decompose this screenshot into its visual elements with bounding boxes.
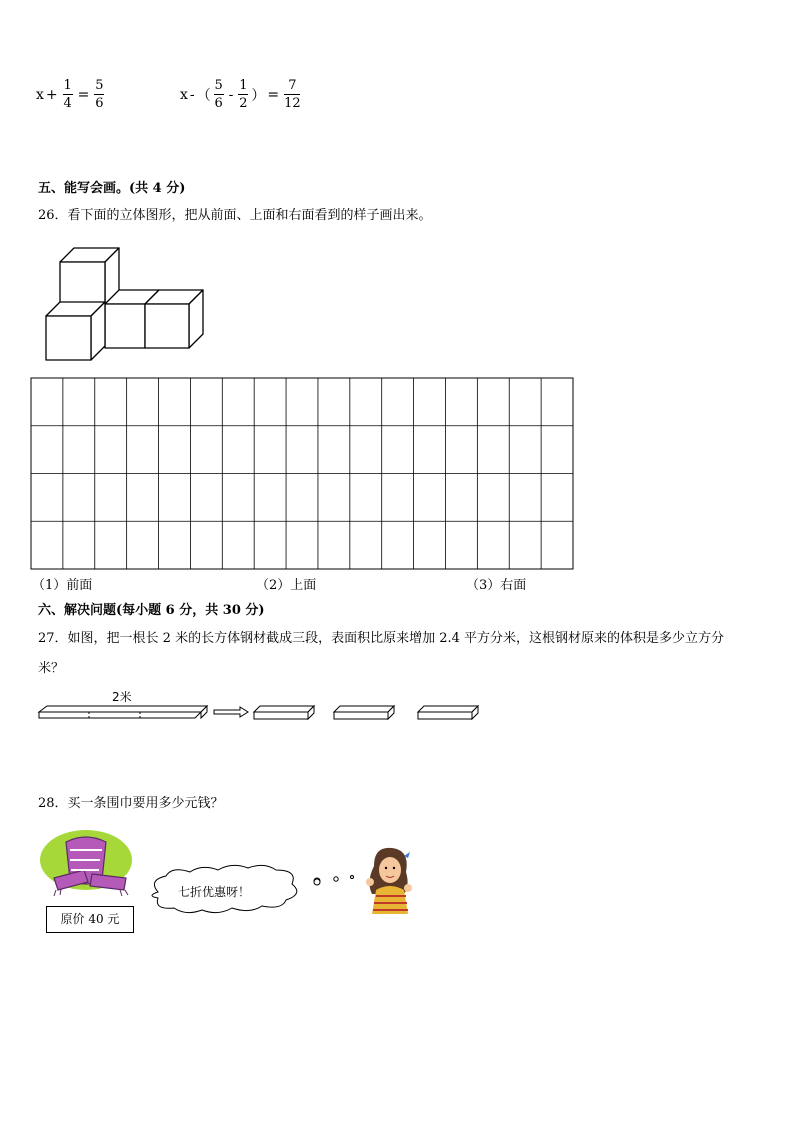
question-28: 28．买一条围巾要用多少元钱？ <box>38 796 224 811</box>
scarf-illustration <box>36 828 136 898</box>
eq1-variable: x <box>36 86 44 103</box>
original-price-box: 原价 40 元 <box>46 906 134 933</box>
bar-length-label: 2米 <box>112 690 132 704</box>
eq1-frac-a-num: 1 <box>63 78 72 93</box>
section6-heading: 六、解决问题(每小题 6 分，共 30 分) <box>38 603 265 618</box>
eq2-frac-a-num: 5 <box>214 78 223 93</box>
steel-bar-diagram <box>36 702 496 726</box>
eq2-minus: - <box>189 86 195 103</box>
eq2-frac-b-den: 2 <box>239 96 248 111</box>
speech-text: 七折优惠呀！ <box>178 885 251 899</box>
question-27-line1: 27．如图，把一根长 2 米的长方体钢材截成三段，表面积比原来增加 2.4 平方分米，这根钢材原来的体积是多少立方分 <box>38 631 725 646</box>
eq2-inner-minus: - <box>228 86 234 103</box>
eq2-frac-b-num: 1 <box>239 78 248 93</box>
drawing-grid <box>30 377 574 570</box>
eq2-open-paren: （ <box>196 87 211 104</box>
eq1-frac-b-den: 6 <box>95 96 104 111</box>
equation-2 <box>180 78 304 111</box>
eq1-fraction-a <box>63 78 73 111</box>
caption-right: （3）右面 <box>466 578 527 593</box>
eq1-equals: = <box>77 86 90 103</box>
equation-1 <box>36 78 107 111</box>
caption-top: （2）上面 <box>256 578 317 593</box>
eq1-plus: + <box>45 86 58 103</box>
eq2-equals: = <box>267 86 280 103</box>
eq1-fraction-b <box>94 78 104 111</box>
question-27-line2: 米？ <box>38 661 65 676</box>
girl-illustration <box>364 846 414 918</box>
thought-dots <box>312 870 362 890</box>
eq2-fraction-c <box>284 78 301 111</box>
eq2-fraction-a <box>214 78 224 111</box>
eq2-frac-c-num: 7 <box>288 78 297 93</box>
caption-front: （1）前面 <box>32 578 93 593</box>
question-26: 26．看下面的立体图形，把从前面、上面和右面看到的样子画出来。 <box>38 208 432 223</box>
eq2-frac-c-den: 12 <box>284 96 301 111</box>
eq2-frac-a-den: 6 <box>214 96 223 111</box>
eq1-frac-b-num: 5 <box>95 78 104 93</box>
section5-heading: 五、能写会画。(共 4 分) <box>38 181 186 196</box>
eq1-frac-a-den: 4 <box>63 96 72 111</box>
eq2-fraction-b <box>238 78 248 111</box>
eq2-variable: x <box>180 86 188 103</box>
eq2-close-paren: ） <box>251 87 266 104</box>
cube-figure <box>44 246 214 366</box>
